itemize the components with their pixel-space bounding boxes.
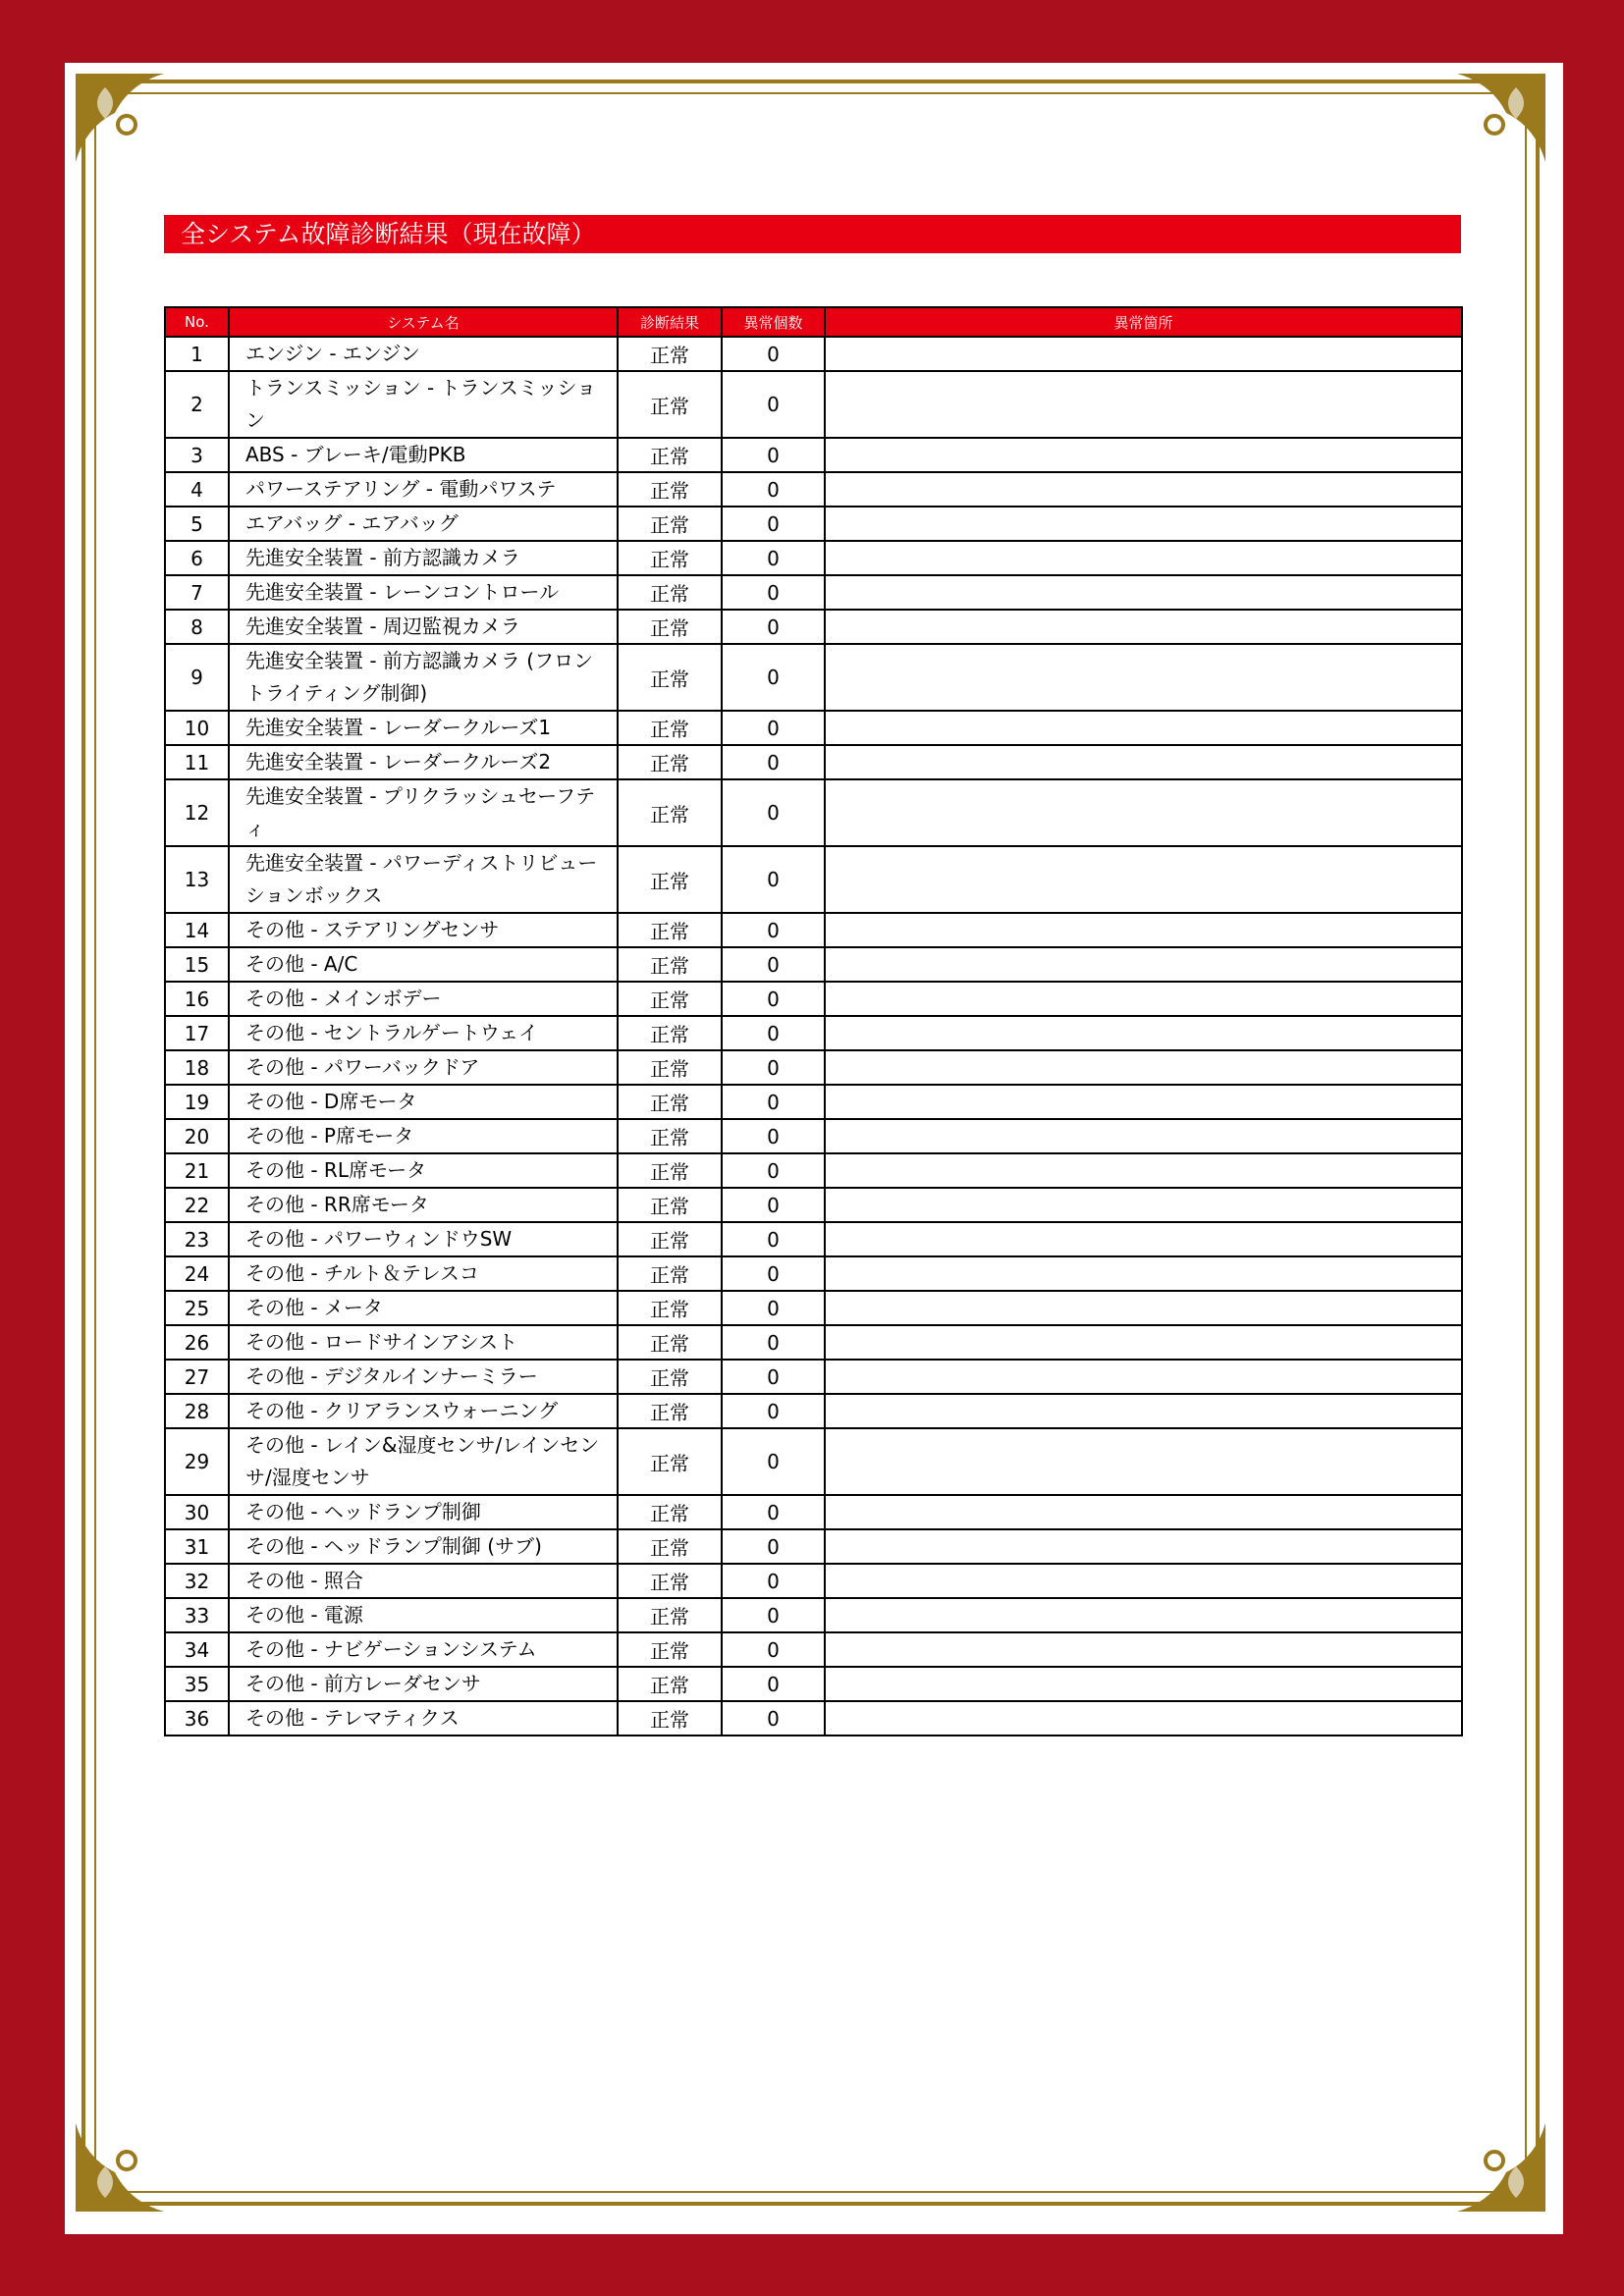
row-result: 正常 xyxy=(618,1360,722,1394)
row-no: 26 xyxy=(165,1325,229,1360)
row-result: 正常 xyxy=(618,610,722,644)
row-location xyxy=(825,371,1462,438)
row-no: 18 xyxy=(165,1050,229,1085)
table-row xyxy=(165,472,1462,507)
row-count: 0 xyxy=(722,438,825,472)
row-location xyxy=(825,1050,1462,1085)
row-result: 正常 xyxy=(618,1016,722,1050)
row-no: 35 xyxy=(165,1667,229,1701)
row-system-name: 先進安全装置 - 周辺監視カメラ xyxy=(229,610,618,644)
row-location xyxy=(825,1632,1462,1667)
row-system-name: その他 - メインボデー xyxy=(229,982,618,1016)
row-no: 21 xyxy=(165,1153,229,1188)
row-system-name: その他 - パワーウィンドウSW xyxy=(229,1222,618,1256)
table-row xyxy=(165,438,1462,472)
row-result: 正常 xyxy=(618,644,722,711)
row-location xyxy=(825,913,1462,947)
row-system-name: その他 - ナビゲーションシステム xyxy=(229,1632,618,1667)
row-count: 0 xyxy=(722,610,825,644)
row-result: 正常 xyxy=(618,371,722,438)
row-system-name: 先進安全装置 - パワーディストリビューションボックス xyxy=(229,846,618,913)
row-no: 2 xyxy=(165,371,229,438)
row-system-name: その他 - A/C xyxy=(229,947,618,982)
diagnosis-table xyxy=(164,306,1463,1736)
row-no: 15 xyxy=(165,947,229,982)
row-count: 0 xyxy=(722,1188,825,1222)
row-result: 正常 xyxy=(618,982,722,1016)
table-row xyxy=(165,745,1462,779)
row-system-name: 先進安全装置 - レーダークルーズ1 xyxy=(229,711,618,745)
row-count: 0 xyxy=(722,1222,825,1256)
row-no: 24 xyxy=(165,1256,229,1291)
row-result: 正常 xyxy=(618,745,722,779)
row-location xyxy=(825,779,1462,846)
row-location xyxy=(825,644,1462,711)
row-location xyxy=(825,1495,1462,1529)
row-no: 17 xyxy=(165,1016,229,1050)
row-count: 0 xyxy=(722,711,825,745)
row-system-name: 先進安全装置 - レーンコントロール xyxy=(229,575,618,610)
row-result: 正常 xyxy=(618,1394,722,1428)
row-result: 正常 xyxy=(618,947,722,982)
table-row xyxy=(165,644,1462,711)
row-count: 0 xyxy=(722,337,825,371)
row-result: 正常 xyxy=(618,472,722,507)
row-count: 0 xyxy=(722,507,825,541)
column-header-result: 診断結果 xyxy=(618,307,722,337)
row-result: 正常 xyxy=(618,779,722,846)
row-system-name: 先進安全装置 - プリクラッシュセーフティ xyxy=(229,779,618,846)
row-result: 正常 xyxy=(618,1188,722,1222)
row-location xyxy=(825,610,1462,644)
row-result: 正常 xyxy=(618,507,722,541)
row-no: 29 xyxy=(165,1428,229,1495)
row-no: 23 xyxy=(165,1222,229,1256)
table-row xyxy=(165,1291,1462,1325)
row-system-name: その他 - RR席モータ xyxy=(229,1188,618,1222)
row-count: 0 xyxy=(722,1667,825,1701)
row-system-name: トランスミッション - トランスミッション xyxy=(229,371,618,438)
row-count: 0 xyxy=(722,779,825,846)
row-location xyxy=(825,1016,1462,1050)
row-system-name: その他 - テレマティクス xyxy=(229,1701,618,1735)
row-system-name: その他 - メータ xyxy=(229,1291,618,1325)
row-result: 正常 xyxy=(618,438,722,472)
row-no: 9 xyxy=(165,644,229,711)
row-no: 28 xyxy=(165,1394,229,1428)
row-no: 5 xyxy=(165,507,229,541)
row-no: 11 xyxy=(165,745,229,779)
row-no: 7 xyxy=(165,575,229,610)
table-row xyxy=(165,1632,1462,1667)
row-result: 正常 xyxy=(618,1667,722,1701)
row-location xyxy=(825,1188,1462,1222)
table-row xyxy=(165,913,1462,947)
table-row xyxy=(165,1256,1462,1291)
row-result: 正常 xyxy=(618,1050,722,1085)
row-location xyxy=(825,846,1462,913)
row-location xyxy=(825,1529,1462,1564)
row-result: 正常 xyxy=(618,711,722,745)
row-result: 正常 xyxy=(618,846,722,913)
row-result: 正常 xyxy=(618,541,722,575)
row-count: 0 xyxy=(722,1291,825,1325)
row-location xyxy=(825,1153,1462,1188)
row-system-name: その他 - クリアランスウォーニング xyxy=(229,1394,618,1428)
row-count: 0 xyxy=(722,1119,825,1153)
row-location xyxy=(825,1428,1462,1495)
row-location xyxy=(825,1360,1462,1394)
table-row xyxy=(165,1394,1462,1428)
column-header-location: 異常箇所 xyxy=(825,307,1462,337)
row-system-name: パワーステアリング - 電動パワステ xyxy=(229,472,618,507)
row-location xyxy=(825,507,1462,541)
row-location xyxy=(825,541,1462,575)
table-row xyxy=(165,1564,1462,1598)
column-header-no: No. xyxy=(165,307,229,337)
row-system-name: その他 - P席モータ xyxy=(229,1119,618,1153)
row-no: 25 xyxy=(165,1291,229,1325)
row-count: 0 xyxy=(722,947,825,982)
table-row xyxy=(165,1529,1462,1564)
row-result: 正常 xyxy=(618,1428,722,1495)
row-count: 0 xyxy=(722,1529,825,1564)
row-location xyxy=(825,1667,1462,1701)
row-location xyxy=(825,1085,1462,1119)
table-row xyxy=(165,337,1462,371)
row-result: 正常 xyxy=(618,1598,722,1632)
table-row xyxy=(165,371,1462,438)
row-system-name: その他 - パワーバックドア xyxy=(229,1050,618,1085)
row-count: 0 xyxy=(722,1016,825,1050)
table-row xyxy=(165,1495,1462,1529)
row-count: 0 xyxy=(722,1360,825,1394)
table-row xyxy=(165,507,1462,541)
table-row xyxy=(165,711,1462,745)
row-no: 22 xyxy=(165,1188,229,1222)
row-location xyxy=(825,1291,1462,1325)
row-location xyxy=(825,1222,1462,1256)
row-no: 12 xyxy=(165,779,229,846)
row-location xyxy=(825,1564,1462,1598)
row-count: 0 xyxy=(722,1394,825,1428)
row-result: 正常 xyxy=(618,1529,722,1564)
table-row xyxy=(165,947,1462,982)
row-system-name: その他 - ステアリングセンサ xyxy=(229,913,618,947)
row-result: 正常 xyxy=(618,1085,722,1119)
row-system-name: その他 - RL席モータ xyxy=(229,1153,618,1188)
row-no: 19 xyxy=(165,1085,229,1119)
table-row xyxy=(165,1222,1462,1256)
row-system-name: その他 - 前方レーダセンサ xyxy=(229,1667,618,1701)
row-no: 13 xyxy=(165,846,229,913)
row-system-name: その他 - チルト＆テレスコ xyxy=(229,1256,618,1291)
table-row xyxy=(165,1050,1462,1085)
row-location xyxy=(825,472,1462,507)
row-count: 0 xyxy=(722,982,825,1016)
table-row xyxy=(165,1667,1462,1701)
table-row xyxy=(165,1016,1462,1050)
row-location xyxy=(825,438,1462,472)
row-no: 4 xyxy=(165,472,229,507)
row-no: 36 xyxy=(165,1701,229,1735)
row-count: 0 xyxy=(722,371,825,438)
row-system-name: 先進安全装置 - 前方認識カメラ (フロントライティング制御) xyxy=(229,644,618,711)
row-result: 正常 xyxy=(618,913,722,947)
row-count: 0 xyxy=(722,1598,825,1632)
row-location xyxy=(825,1325,1462,1360)
row-result: 正常 xyxy=(618,1222,722,1256)
row-result: 正常 xyxy=(618,575,722,610)
row-no: 32 xyxy=(165,1564,229,1598)
row-count: 0 xyxy=(722,1632,825,1667)
row-no: 6 xyxy=(165,541,229,575)
row-system-name: 先進安全装置 - レーダークルーズ2 xyxy=(229,745,618,779)
row-count: 0 xyxy=(722,846,825,913)
row-count: 0 xyxy=(722,913,825,947)
table-row xyxy=(165,846,1462,913)
table-row xyxy=(165,1153,1462,1188)
row-system-name: その他 - ヘッドランプ制御 (サブ) xyxy=(229,1529,618,1564)
row-location xyxy=(825,337,1462,371)
row-location xyxy=(825,1701,1462,1735)
row-count: 0 xyxy=(722,1495,825,1529)
row-count: 0 xyxy=(722,1256,825,1291)
table-row xyxy=(165,1325,1462,1360)
row-result: 正常 xyxy=(618,1325,722,1360)
table-row xyxy=(165,575,1462,610)
row-location xyxy=(825,575,1462,610)
row-count: 0 xyxy=(722,472,825,507)
table-row xyxy=(165,1598,1462,1632)
row-count: 0 xyxy=(722,745,825,779)
row-location xyxy=(825,1394,1462,1428)
row-result: 正常 xyxy=(618,1701,722,1735)
row-system-name: その他 - ロードサインアシスト xyxy=(229,1325,618,1360)
row-system-name: その他 - レイン&湿度センサ/レインセンサ/湿度センサ xyxy=(229,1428,618,1495)
row-result: 正常 xyxy=(618,1495,722,1529)
row-location xyxy=(825,1256,1462,1291)
row-count: 0 xyxy=(722,1153,825,1188)
table-row xyxy=(165,779,1462,846)
row-system-name: 先進安全装置 - 前方認識カメラ xyxy=(229,541,618,575)
row-result: 正常 xyxy=(618,1632,722,1667)
row-system-name: その他 - ヘッドランプ制御 xyxy=(229,1495,618,1529)
table-row xyxy=(165,982,1462,1016)
row-system-name: その他 - 電源 xyxy=(229,1598,618,1632)
row-result: 正常 xyxy=(618,1119,722,1153)
row-no: 33 xyxy=(165,1598,229,1632)
row-count: 0 xyxy=(722,1325,825,1360)
row-location xyxy=(825,947,1462,982)
row-no: 8 xyxy=(165,610,229,644)
row-system-name: エアバッグ - エアバッグ xyxy=(229,507,618,541)
row-count: 0 xyxy=(722,541,825,575)
row-count: 0 xyxy=(722,1050,825,1085)
column-header-count: 異常個数 xyxy=(722,307,825,337)
table-row xyxy=(165,1360,1462,1394)
row-no: 1 xyxy=(165,337,229,371)
row-location xyxy=(825,1119,1462,1153)
table-row xyxy=(165,1085,1462,1119)
column-header-system: システム名 xyxy=(229,307,618,337)
table-header-row xyxy=(165,307,1462,337)
row-no: 30 xyxy=(165,1495,229,1529)
row-count: 0 xyxy=(722,575,825,610)
row-no: 20 xyxy=(165,1119,229,1153)
row-count: 0 xyxy=(722,644,825,711)
row-system-name: その他 - 照合 xyxy=(229,1564,618,1598)
row-no: 3 xyxy=(165,438,229,472)
table-row xyxy=(165,1188,1462,1222)
section-title: 全システム故障診断結果（現在故障） xyxy=(164,215,1461,253)
table-row xyxy=(165,1428,1462,1495)
table-row xyxy=(165,541,1462,575)
row-result: 正常 xyxy=(618,337,722,371)
row-count: 0 xyxy=(722,1701,825,1735)
row-result: 正常 xyxy=(618,1564,722,1598)
row-no: 31 xyxy=(165,1529,229,1564)
table-row xyxy=(165,1701,1462,1735)
row-location xyxy=(825,982,1462,1016)
row-no: 10 xyxy=(165,711,229,745)
table-row xyxy=(165,1119,1462,1153)
row-system-name: エンジン - エンジン xyxy=(229,337,618,371)
row-location xyxy=(825,711,1462,745)
row-result: 正常 xyxy=(618,1153,722,1188)
row-location xyxy=(825,1598,1462,1632)
row-system-name: その他 - D席モータ xyxy=(229,1085,618,1119)
row-system-name: ABS - ブレーキ/電動PKB xyxy=(229,438,618,472)
row-no: 34 xyxy=(165,1632,229,1667)
row-system-name: その他 - デジタルインナーミラー xyxy=(229,1360,618,1394)
row-count: 0 xyxy=(722,1428,825,1495)
row-no: 27 xyxy=(165,1360,229,1394)
row-result: 正常 xyxy=(618,1256,722,1291)
row-no: 16 xyxy=(165,982,229,1016)
row-no: 14 xyxy=(165,913,229,947)
row-count: 0 xyxy=(722,1085,825,1119)
row-count: 0 xyxy=(722,1564,825,1598)
table-row xyxy=(165,610,1462,644)
row-system-name: その他 - セントラルゲートウェイ xyxy=(229,1016,618,1050)
row-result: 正常 xyxy=(618,1291,722,1325)
row-location xyxy=(825,745,1462,779)
